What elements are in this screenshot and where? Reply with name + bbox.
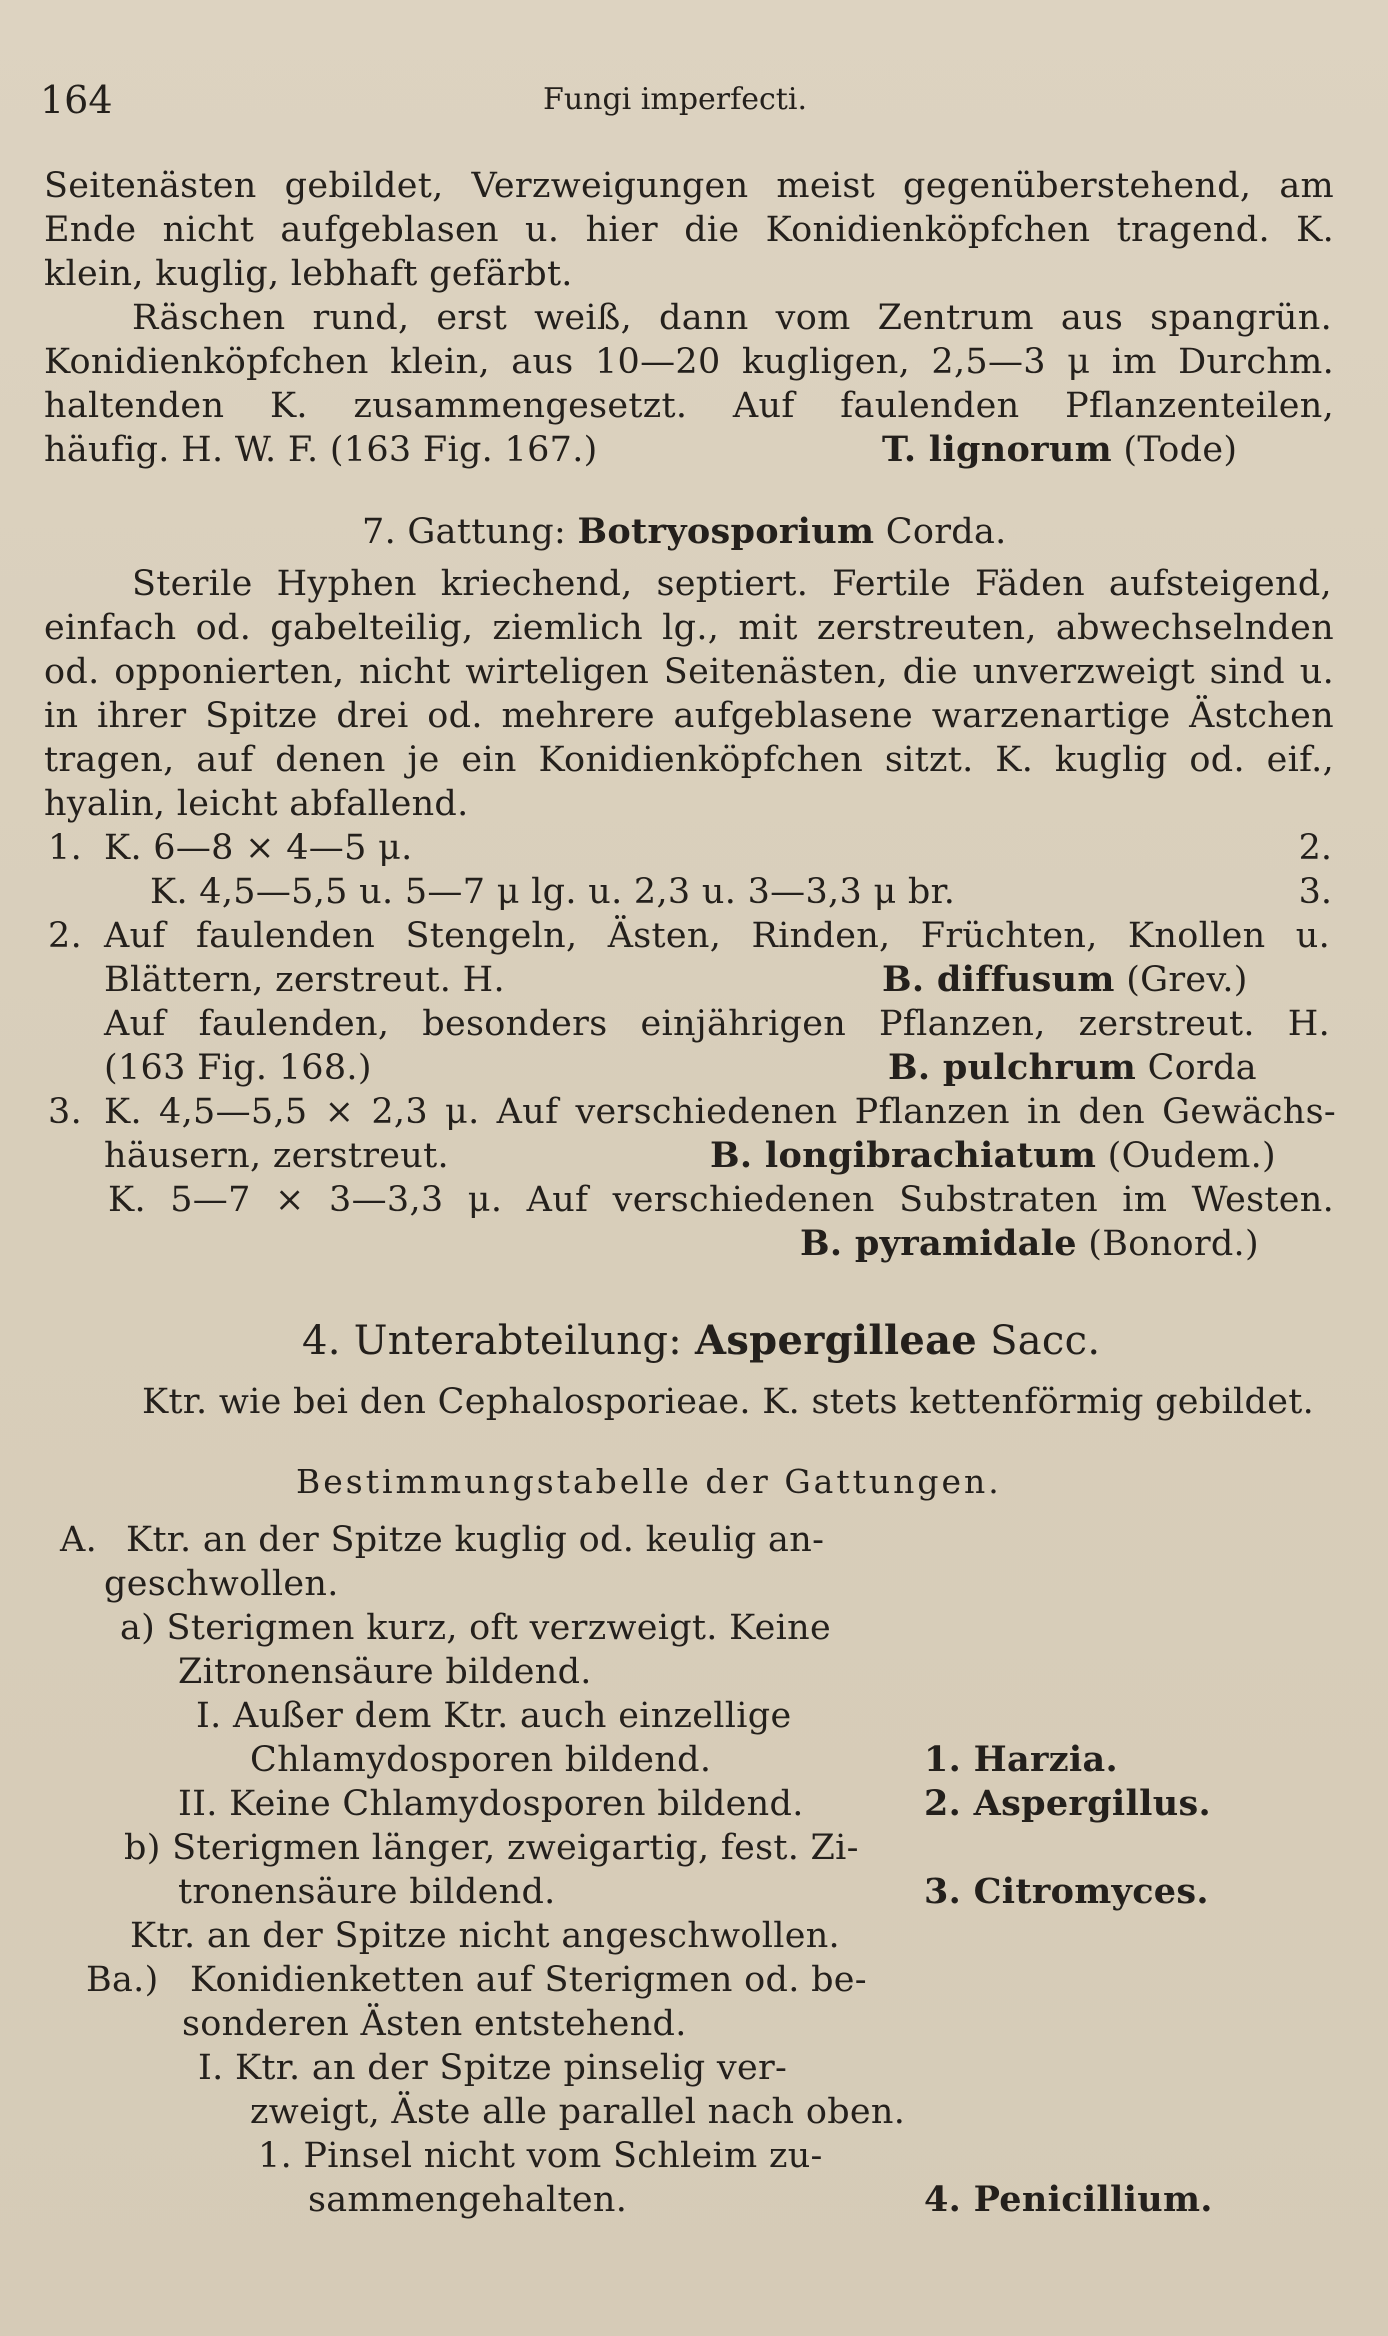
genus-result: 4. Penicillium.: [924, 2179, 1213, 2220]
key-ref: 2.: [1298, 828, 1332, 868]
key-text: K. 4,5—5,5 u. 5—7 μ lg. u. 2,3 u. 3—3,3 μ br.: [150, 872, 956, 912]
text-line: Räschen rund, erst weiß, dann vom Zentrum aus spangrün.: [132, 298, 1332, 338]
species-name: T. lignorum (Tode): [882, 429, 1238, 470]
key-number: 1.: [48, 828, 82, 868]
key-text: Chlamydosporen bildend.: [250, 1740, 712, 1780]
key-text: Blättern, zerstreut. H.: [104, 960, 505, 1000]
key-text: II. Keine Chlamydosporen bildend.: [178, 1784, 804, 1824]
key-text: Ktr. an der Spitze kuglig od. keulig an-: [126, 1520, 825, 1560]
key-text: sonderen Ästen entstehend.: [182, 2004, 687, 2044]
key-text: Zitronensäure bildend.: [178, 1652, 592, 1692]
text-line: hyalin, leicht abfallend.: [44, 784, 469, 824]
text-line: Konidienköpfchen klein, aus 10—20 kugligen, 2,5—3 μ im Durchm.: [44, 342, 1334, 382]
genus-result: 2. Aspergillus.: [924, 1783, 1211, 1824]
genus-heading: 7. Gattung: Botryosporium Corda.: [362, 511, 1007, 552]
key-text: Auf faulenden, besonders einjährigen Pflanzen, zerstreut. H.: [104, 1004, 1330, 1044]
running-title: Fungi imperfecti.: [543, 82, 807, 117]
key-number: 2.: [48, 916, 82, 956]
text-line: Sterile Hyphen kriechend, septiert. Fertile Fäden aufsteigend,: [132, 564, 1332, 604]
key-number: 3.: [48, 1092, 82, 1132]
genus-result: 3. Citromyces.: [924, 1871, 1209, 1912]
key-text: häusern, zerstreut.: [104, 1136, 449, 1176]
key-text: geschwollen.: [104, 1564, 339, 1604]
key-label: A.: [60, 1520, 98, 1560]
key-text: K. 5—7 × 3—3,3 μ. Auf verschiedenen Substraten im Westen.: [108, 1180, 1334, 1220]
species-name: B. diffusum (Grev.): [882, 959, 1248, 1000]
page-number: 164: [40, 78, 113, 122]
text-line: Seitenästen gebildet, Verzweigungen meist gegenüberstehend, am: [44, 166, 1334, 206]
text-line: tragen, auf denen je ein Konidienköpfchen sitzt. K. kuglig od. eif.,: [44, 740, 1334, 780]
key-text: Auf faulenden Stengeln, Ästen, Rinden, Früchten, Knollen u.: [104, 916, 1330, 956]
key-text: (163 Fig. 168.): [104, 1048, 372, 1088]
text-line: klein, kuglig, lebhaft gefärbt.: [44, 254, 573, 294]
text-line: einfach od. gabelteilig, ziemlich lg., mit zerstreuten, abwechselnden: [44, 608, 1334, 648]
key-text: K. 6—8 × 4—5 μ.: [104, 828, 413, 868]
key-text: Ktr. an der Spitze nicht angeschwollen.: [130, 1916, 840, 1956]
key-text: a) Sterigmen kurz, oft verzweigt. Keine: [120, 1608, 831, 1648]
text-line: häufig. H. W. F. (163 Fig. 167.): [44, 430, 598, 470]
key-label: Ba.): [86, 1960, 159, 2000]
key-text: I. Außer dem Ktr. auch einzellige: [196, 1696, 792, 1736]
text-line: Ende nicht aufgeblasen u. hier die Konidienköpfchen tragend. K.: [44, 210, 1334, 250]
key-text: 1. Pinsel nicht vom Schleim zu-: [258, 2136, 823, 2176]
subdivision-description: Ktr. wie bei den Cephalosporieae. K. stets kettenförmig gebildet.: [142, 1382, 1315, 1422]
key-text: K. 4,5—5,5 × 2,3 μ. Auf verschiedenen Pflanzen in den Gewächs-: [104, 1092, 1336, 1132]
key-text: zweigt, Äste alle parallel nach oben.: [250, 2092, 906, 2132]
key-text: sammengehalten.: [308, 2180, 628, 2220]
key-text: Konidienketten auf Sterigmen od. be-: [190, 1960, 867, 2000]
species-name: B. pulchrum Corda: [888, 1047, 1257, 1088]
table-title: Bestimmungstabelle der Gattungen.: [296, 1462, 1002, 1501]
species-name: B. longibrachiatum (Oudem.): [710, 1135, 1276, 1176]
text-line: od. opponierten, nicht wirteligen Seitenästen, die unverzweigt sind u.: [44, 652, 1334, 692]
key-ref: 3.: [1298, 872, 1332, 912]
text-line: haltenden K. zusammengesetzt. Auf faulenden Pflanzenteilen,: [44, 386, 1334, 426]
key-text: b) Sterigmen länger, zweigartig, fest. Zi-: [124, 1828, 859, 1868]
species-name: B. pyramidale (Bonord.): [800, 1223, 1259, 1264]
text-line: in ihrer Spitze drei od. mehrere aufgeblasene warzenartige Ästchen: [44, 696, 1334, 736]
key-text: I. Ktr. an der Spitze pinselig ver-: [198, 2048, 788, 2088]
subdivision-heading: 4. Unterabteilung: Aspergilleae Sacc.: [302, 1317, 1101, 1364]
key-text: tronensäure bildend.: [178, 1872, 556, 1912]
genus-result: 1. Harzia.: [924, 1739, 1118, 1780]
